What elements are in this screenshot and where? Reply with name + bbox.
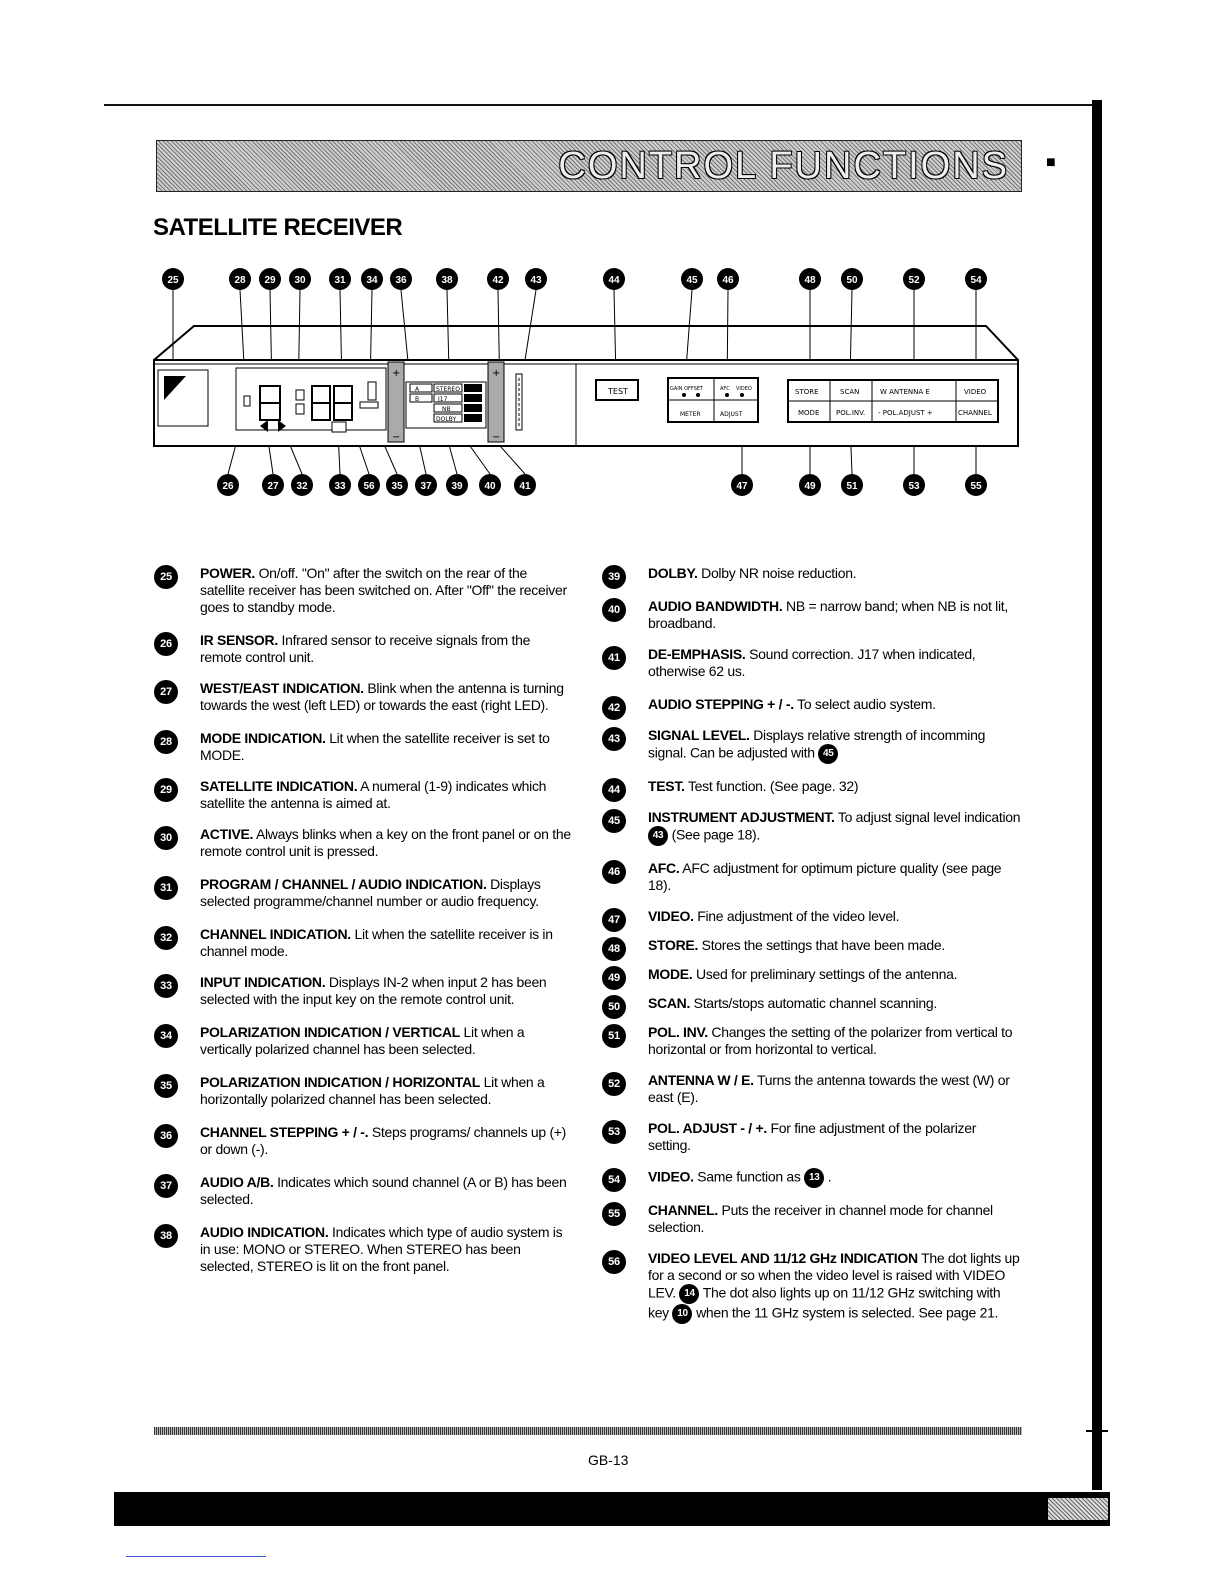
svg-text:GAIN OFFSET: GAIN OFFSET (670, 386, 704, 392)
legend-item-34 (154, 1024, 574, 1058)
legend-label: INSTRUMENT ADJUSTMENT. (648, 809, 835, 825)
legend-label: WEST/EAST INDICATION. (200, 680, 364, 696)
svg-text:POL.INV.: POL.INV. (836, 409, 866, 417)
legend-label: AUDIO A/B. (200, 1174, 274, 1190)
signal-level-meter (516, 374, 522, 430)
legend-text: Fine adjustment of the video level. (693, 908, 900, 924)
callout-number-icon: 48 (602, 937, 626, 961)
legend-item-27 (154, 680, 574, 714)
bottom-blue-line (126, 1556, 266, 1557)
legend-text-cont: (See page 18). (668, 826, 761, 843)
legend-text: Displays selected programme/channel number or audio frequency. (200, 876, 541, 909)
margin-mark: ■ (1046, 154, 1056, 171)
legend-item-54 (602, 1168, 1022, 1188)
callout-number-icon: 36 (154, 1124, 178, 1148)
legend-label: POL. INV. (648, 1024, 708, 1040)
callout-56 (358, 474, 380, 496)
svg-text:A: A (415, 386, 420, 393)
callout-34 (361, 268, 383, 290)
svg-text:STEREO: STEREO (436, 386, 460, 393)
callout-number-icon: 45 (602, 809, 626, 833)
legend-item-40 (602, 598, 1022, 632)
callout-number-icon: 43 (602, 727, 626, 751)
legend-item-29 (154, 778, 574, 812)
legend-label: POWER. (200, 565, 255, 581)
callout-39 (446, 474, 468, 496)
legend-label: STORE. (648, 937, 699, 953)
legend-text: On/off. "On" after the switch on the rear of the satellite receiver has been switched on. After "Off" the receiver goes to standby mode. (200, 565, 567, 615)
function-button-grid (788, 380, 998, 422)
legend-item-46 (602, 860, 1022, 894)
callout-43 (525, 268, 547, 290)
svg-text:ADJUST: ADJUST (720, 411, 743, 418)
legend-text: Stores the settings that have been made. (698, 937, 945, 953)
callout-50 (841, 268, 863, 290)
legend-item-51 (602, 1024, 1022, 1058)
legend-text: Always blinks when a key on the front panel or on the remote control unit is pressed. (200, 826, 571, 859)
legend-item-41 (602, 646, 1022, 680)
svg-text:26: 26 (222, 481, 234, 492)
svg-text:50: 50 (846, 275, 858, 286)
callout-29 (259, 268, 281, 290)
legend-text: To select audio system. (793, 696, 936, 712)
legend-item-25 (154, 565, 574, 616)
callout-number-icon: 53 (602, 1120, 626, 1144)
callout-number-icon: 38 (154, 1224, 178, 1248)
legend-label: SATELLITE INDICATION. (200, 778, 358, 794)
legend-label: SIGNAL LEVEL. (648, 727, 750, 743)
legend-label: POLARIZATION INDICATION / HORIZONTAL (200, 1074, 481, 1090)
svg-text:+: + (392, 368, 401, 379)
legend-label: CHANNEL STEPPING + / -. (200, 1124, 369, 1140)
callout-51 (841, 474, 863, 496)
callout-35 (386, 474, 408, 496)
svg-text:34: 34 (366, 275, 378, 286)
legend-item-44 (602, 778, 1022, 795)
legend-text: To adjust signal level indication (834, 809, 1021, 825)
receiver-front-panel-diagram (150, 262, 1030, 502)
legend-item-48 (602, 937, 1022, 954)
callout-number-icon: 51 (602, 1024, 626, 1048)
svg-text:STORE: STORE (795, 388, 819, 396)
bottom-edge-bar (114, 1492, 1110, 1526)
legend-item-30 (154, 826, 574, 860)
svg-text:36: 36 (395, 275, 407, 286)
display-segment-area (236, 368, 386, 432)
legend-item-42 (602, 696, 1022, 713)
callout-number-icon: 49 (602, 966, 626, 990)
callout-27 (262, 474, 284, 496)
legend-label: POLARIZATION INDICATION / VERTICAL (200, 1024, 460, 1040)
callout-26 (217, 474, 239, 496)
legend-label: DOLBY. (648, 565, 698, 581)
legend-label: VIDEO LEVEL AND 11/12 GHz INDICATION (648, 1250, 918, 1266)
svg-text:32: 32 (296, 481, 308, 492)
callout-number-icon: 25 (154, 565, 178, 589)
svg-text:AFC: AFC (720, 386, 730, 392)
legend-left-column (154, 565, 574, 1291)
svg-text:47: 47 (736, 481, 748, 492)
svg-text:−: − (492, 432, 501, 443)
legend-text: Starts/stops automatic channel scanning. (690, 995, 937, 1011)
callout-number-icon: 52 (602, 1072, 626, 1096)
legend-label: MODE INDICATION. (200, 730, 326, 746)
legend-text: For fine adjustment of the polarizer setting. (648, 1120, 977, 1153)
legend-item-55 (602, 1202, 1022, 1236)
legend-text: Lit when a vertically polarized channel has been selected. (200, 1024, 525, 1057)
legend-text: AFC adjustment for optimum picture quality (see page 18). (648, 860, 1002, 893)
legend-label: IR SENSOR. (200, 632, 278, 648)
svg-text:45: 45 (686, 275, 698, 286)
svg-text:54: 54 (970, 275, 982, 286)
svg-text:VIDEO: VIDEO (964, 388, 987, 396)
legend-text: Indicates which type of audio system is in use: MONO or STEREO. When STEREO has been selected, STEREO is lit on the front panel. (200, 1224, 563, 1274)
legend-item-36 (154, 1124, 574, 1158)
svg-text:38: 38 (441, 275, 453, 286)
callout-31 (329, 268, 351, 290)
legend-text: Test function. (See page. 32) (684, 778, 859, 794)
callout-number-icon: 37 (154, 1174, 178, 1198)
reference-number-icon: 43 (648, 826, 668, 846)
legend-label: AUDIO INDICATION. (200, 1224, 329, 1240)
legend-item-50 (602, 995, 1022, 1012)
callout-number-icon: 29 (154, 778, 178, 802)
callout-number-icon: 40 (602, 598, 626, 622)
svg-text:30: 30 (294, 275, 306, 286)
callout-number-icon: 39 (602, 565, 626, 589)
top-rule (104, 104, 1100, 106)
legend-label: AFC. (648, 860, 680, 876)
right-edge-bar (1092, 100, 1102, 1490)
callout-48 (799, 268, 821, 290)
svg-text:55: 55 (970, 481, 982, 492)
svg-text:J17: J17 (438, 396, 448, 403)
legend-text: The dot lights up for a second or so when the video level is raised with VIDEO LEV. (648, 1250, 1020, 1301)
callout-number-icon: 50 (602, 995, 626, 1019)
legend-item-45 (602, 809, 1022, 846)
svg-text:25: 25 (167, 275, 179, 286)
callout-46 (717, 268, 739, 290)
reference-number-icon: 13 (804, 1168, 824, 1188)
page-title: CONTROL FUNCTIONS (558, 145, 1009, 187)
legend-text: Infrared sensor to receive signals from the remote control unit. (200, 632, 531, 665)
legend-item-43 (602, 727, 1022, 764)
svg-text:27: 27 (267, 481, 279, 492)
legend-item-26 (154, 632, 574, 666)
svg-text:B: B (415, 396, 420, 403)
svg-text:31: 31 (334, 275, 346, 286)
svg-text:56: 56 (363, 481, 375, 492)
svg-text:NB: NB (442, 406, 451, 413)
meter-adjust-block (668, 378, 758, 422)
callout-38 (436, 268, 458, 290)
svg-text:44: 44 (608, 275, 620, 286)
callout-45 (681, 268, 703, 290)
svg-text:40: 40 (484, 481, 496, 492)
legend-item-31 (154, 876, 574, 910)
callout-47 (731, 474, 753, 496)
callout-number-icon: 55 (602, 1202, 626, 1226)
legend-label: ACTIVE. (200, 826, 254, 842)
legend-text: Steps programs/ channels up (+) or down (-). (200, 1124, 567, 1157)
legend-text: A numeral (1-9) indicates which satellite the antenna is aimed at. (200, 778, 547, 811)
legend-label: MODE. (648, 966, 693, 982)
callout-30 (289, 268, 311, 290)
svg-text:DOLBY: DOLBY (436, 416, 457, 423)
legend-item-28 (154, 730, 574, 764)
legend-label: INPUT INDICATION. (200, 974, 326, 990)
callout-number-icon: 32 (154, 926, 178, 950)
callout-54 (965, 268, 987, 290)
svg-text:51: 51 (846, 481, 858, 492)
callout-number-icon: 34 (154, 1024, 178, 1048)
brand-logo-icon (158, 370, 208, 426)
svg-text:42: 42 (492, 275, 504, 286)
svg-text:+: + (492, 368, 501, 379)
legend-label: AUDIO BANDWIDTH. (648, 598, 783, 614)
callout-number-icon: 26 (154, 632, 178, 656)
legend-text: Lit when the satellite receiver is set to MODE. (200, 730, 550, 763)
legend-text: Indicates which sound channel (A or B) has been selected. (200, 1174, 567, 1207)
legend-right-column (602, 565, 1022, 1338)
legend-text: NB = narrow band; when NB is not lit, broadband. (648, 598, 1008, 631)
svg-text:46: 46 (722, 275, 734, 286)
svg-text:SCAN: SCAN (840, 388, 860, 396)
title-banner (156, 140, 1022, 192)
svg-text:49: 49 (804, 481, 816, 492)
svg-text:28: 28 (234, 275, 246, 286)
callout-number-icon: 56 (602, 1250, 626, 1274)
callout-55 (965, 474, 987, 496)
callout-49 (799, 474, 821, 496)
callout-40 (479, 474, 501, 496)
callout-number-icon: 33 (154, 974, 178, 998)
audio-indicator-block (406, 382, 486, 428)
legend-text: Displays IN-2 when input 2 has been selected with the input key on the remote control unit. (200, 974, 547, 1007)
svg-text:−: − (392, 432, 401, 443)
legend-label: VIDEO. (648, 908, 694, 924)
legend-item-49 (602, 966, 1022, 983)
callout-number-icon: 27 (154, 680, 178, 704)
legend-item-38 (154, 1224, 574, 1275)
reference-number-icon: 10 (672, 1304, 692, 1324)
callout-number-icon: 42 (602, 696, 626, 720)
callout-number-icon: 54 (602, 1168, 626, 1192)
callout-number-icon: 44 (602, 778, 626, 802)
legend-text: Used for preliminary settings of the antenna. (692, 966, 958, 982)
callout-25 (162, 268, 184, 290)
callout-number-icon: 30 (154, 826, 178, 850)
svg-text:37: 37 (420, 481, 432, 492)
legend-label: POL. ADJUST - / +. (648, 1120, 767, 1136)
page-number: GB-13 (588, 1452, 629, 1468)
legend-label: TEST. (648, 778, 685, 794)
svg-text:TEST: TEST (608, 387, 628, 396)
svg-text:W ANTENNA E: W ANTENNA E (880, 388, 930, 396)
legend-text: Changes the setting of the polarizer from vertical to horizontal or from horizontal to vertical. (648, 1024, 1013, 1057)
callout-32 (291, 474, 313, 496)
svg-text:53: 53 (908, 481, 920, 492)
legend-text-cont: when the 11 GHz system is selected. See page 21. (692, 1304, 999, 1321)
svg-text:35: 35 (391, 481, 403, 492)
legend-item-32 (154, 926, 574, 960)
svg-text:- POL.ADJUST +: - POL.ADJUST + (878, 409, 933, 417)
svg-text:52: 52 (908, 275, 920, 286)
legend-label: CHANNEL INDICATION. (200, 926, 351, 942)
callout-number-icon: 35 (154, 1074, 178, 1098)
scan-artifact (1048, 1498, 1108, 1520)
callout-28 (229, 268, 251, 290)
legend-label: SCAN. (648, 995, 691, 1011)
footer-strip (154, 1427, 1022, 1435)
legend-text-cont: The dot also lights up on 11/12 GHz switching with key (648, 1284, 1001, 1321)
callout-36 (390, 268, 412, 290)
legend-label: DE-EMPHASIS. (648, 646, 746, 662)
svg-text:METER: METER (680, 411, 701, 418)
legend-label: ANTENNA W / E. (648, 1072, 754, 1088)
legend-item-35 (154, 1074, 574, 1108)
callout-42 (487, 268, 509, 290)
legend-label: PROGRAM / CHANNEL / AUDIO INDICATION. (200, 876, 487, 892)
callout-44 (603, 268, 625, 290)
svg-text:41: 41 (519, 481, 531, 492)
legend-text: Sound correction. J17 when indicated, otherwise 62 us. (648, 646, 976, 679)
bottom-right-tick (1086, 1430, 1108, 1432)
reference-number-icon: 45 (818, 744, 838, 764)
legend-label: CHANNEL. (648, 1202, 718, 1218)
callout-52 (903, 268, 925, 290)
callout-number-icon: 46 (602, 860, 626, 884)
legend-item-52 (602, 1072, 1022, 1106)
legend-item-37 (154, 1174, 574, 1208)
svg-text:29: 29 (264, 275, 276, 286)
legend-text: Lit when the satellite receiver is in channel mode. (200, 926, 553, 959)
callout-number-icon: 28 (154, 730, 178, 754)
section-title: SATELLITE RECEIVER (153, 214, 403, 241)
legend-text: Blink when the antenna is turning towards the west (left LED) or towards the east (right LED). (200, 680, 564, 713)
legend-item-53 (602, 1120, 1022, 1154)
callout-37 (415, 474, 437, 496)
legend-text: Lit when a horizontally polarized channel has been selected. (200, 1074, 545, 1107)
legend-item-33 (154, 974, 574, 1008)
legend-text: Displays relative strength of incomming signal. Can be adjusted with (648, 727, 986, 761)
legend-text: Same function as (693, 1168, 801, 1185)
svg-text:VIDEO: VIDEO (736, 386, 752, 392)
svg-text:48: 48 (804, 275, 816, 286)
callout-33 (329, 474, 351, 496)
svg-text:43: 43 (530, 275, 542, 286)
reference-number-icon: 14 (679, 1284, 699, 1304)
svg-text:CHANNEL: CHANNEL (958, 409, 992, 417)
legend-text: Puts the receiver in channel mode for channel selection. (648, 1202, 993, 1235)
legend-text: Turns the antenna towards the west (W) or east (E). (648, 1072, 1010, 1105)
svg-text:MODE: MODE (798, 409, 820, 417)
legend-text: Dolby NR noise reduction. (697, 565, 857, 581)
callout-number-icon: 31 (154, 876, 178, 900)
callout-53 (903, 474, 925, 496)
legend-label: AUDIO STEPPING + / -. (648, 696, 794, 712)
legend-label: VIDEO. (648, 1168, 694, 1185)
svg-text:39: 39 (451, 481, 463, 492)
callout-number-icon: 47 (602, 908, 626, 932)
callout-number-icon: 41 (602, 646, 626, 670)
callout-41 (514, 474, 536, 496)
legend-item-56 (602, 1250, 1022, 1324)
svg-text:33: 33 (334, 481, 346, 492)
legend-item-47 (602, 908, 1022, 925)
legend-text-cont: . (824, 1168, 832, 1185)
legend-item-39 (602, 565, 1022, 582)
